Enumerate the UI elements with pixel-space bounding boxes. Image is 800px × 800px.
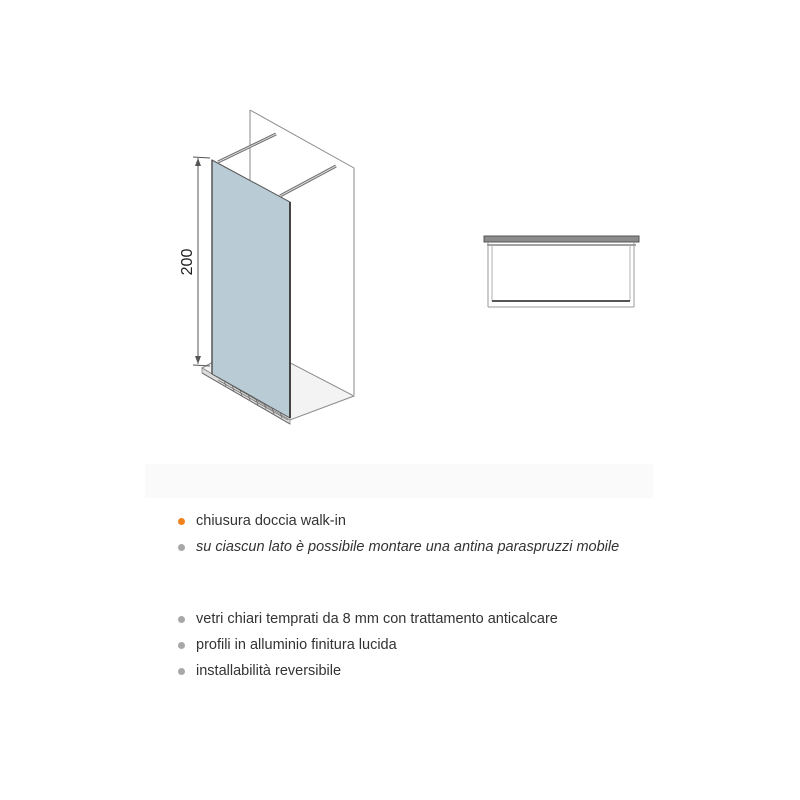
feature-text: installabilità reversibile — [196, 663, 342, 679]
feature-text: chiusura doccia walk-in — [196, 513, 346, 529]
feature-item — [175, 606, 625, 632]
grey-bullet-icon — [178, 668, 185, 675]
feature-item — [175, 632, 625, 658]
height-dimension-label: 200 — [179, 248, 196, 276]
orange-bullet-icon — [178, 518, 185, 525]
plan-wall — [484, 236, 639, 242]
feature-item — [175, 508, 625, 534]
features-box — [155, 508, 635, 690]
feature-item — [175, 658, 625, 684]
feature-item — [175, 534, 625, 560]
grey-bullet-icon — [178, 616, 185, 623]
plan-view-drawing — [478, 228, 648, 316]
glass-panel — [212, 160, 290, 418]
feature-text: profili in alluminio finitura lucida — [196, 637, 397, 653]
shower-enclosure-drawing — [175, 100, 375, 430]
separator-band — [145, 464, 653, 498]
support-bar-low-inner — [280, 166, 336, 196]
feature-text: su ciascun lato è possibile montare una antina paraspruzzi mobile — [196, 539, 620, 555]
grey-bullet-icon — [178, 642, 185, 649]
grey-bullet-icon — [178, 544, 185, 551]
feature-text: vetri chiari temprati da 8 mm con trattamento anticalcare — [196, 611, 558, 627]
support-bar-top-inner — [218, 134, 276, 162]
